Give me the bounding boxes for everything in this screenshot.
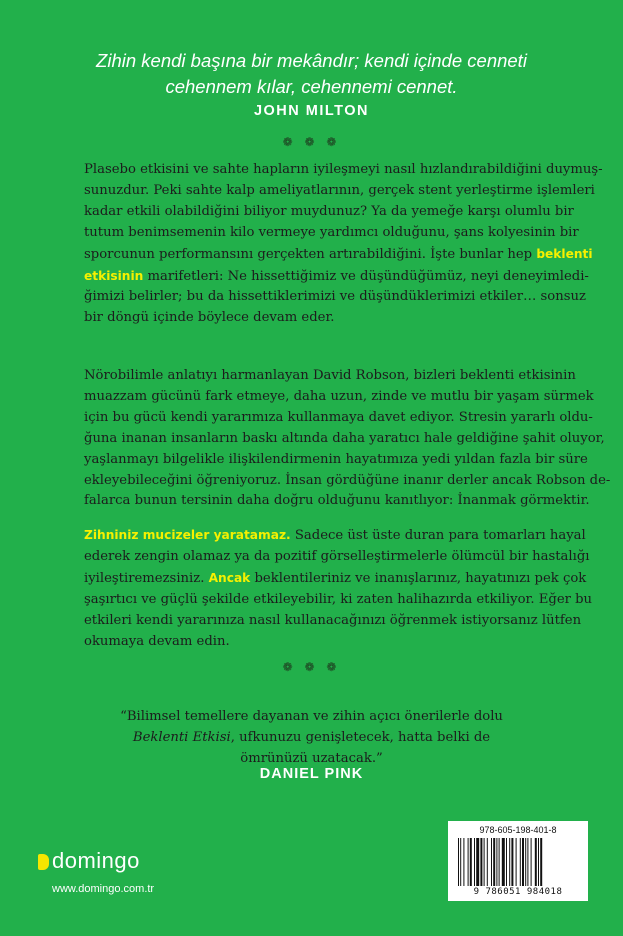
p1-line-4: tutum benimsemenin kilo vermeye yardımcı olduğunu, şans kolyesinin bir bbox=[84, 224, 579, 240]
p3-line-2: ederek zengin olamaz ya da pozitif görselleştirmelerle ölümcül bir hastalığı bbox=[84, 548, 590, 564]
p2-line-7: falarca bunun tersinin daha doğru olduğunu kanıtlıyor: İnanmak görmektir. bbox=[84, 493, 590, 509]
barcode-bar bbox=[463, 838, 464, 886]
barcode-bar bbox=[491, 838, 492, 886]
p1-line-2: sunuzdur. Peki sahte kalp ameliyatlarının, gerçek stent yerleştirme işlemleri bbox=[84, 182, 595, 198]
publisher-name: domingo bbox=[52, 848, 140, 873]
paragraph-3 bbox=[84, 525, 593, 652]
p1-line-6-text: marifetleri: Ne hissettiğimiz ve düşündüğümüz, neyi deneyimledi- bbox=[147, 268, 589, 284]
barcode-bar bbox=[493, 838, 495, 886]
barcode-bar bbox=[522, 838, 524, 886]
barcode-digits: 9 786051 984018 bbox=[473, 887, 563, 897]
barcode-bar bbox=[506, 838, 507, 886]
epigraph-line-2: cehennem kılar, cehennemi cennet. bbox=[165, 76, 458, 97]
barcode-bar bbox=[468, 838, 469, 886]
p2-line-2: muazzam gücünü fark etmeye, daha uzun, zinde ve mutlu bir yaşam sürmek bbox=[84, 388, 594, 404]
barcode-bar bbox=[520, 838, 521, 886]
highlight-beklenti: beklenti bbox=[536, 246, 593, 261]
p1-line-1: Plasebo etkisini ve sahte hapların iyileşmeyi nasıl hızlandırabildiğini duymuş- bbox=[84, 162, 603, 177]
barcode-bar bbox=[480, 838, 482, 886]
p3-line-6: okumaya devam edin. bbox=[84, 633, 230, 649]
p1-line-8: bir döngü içinde böylece devam eder. bbox=[84, 310, 335, 326]
endorsement-line-1: “Bilimsel temellere dayanan ve zihin açıcı önerilerle dolu bbox=[120, 709, 503, 724]
ornament-divider-top: ❁ ❁ ❁ bbox=[282, 135, 341, 149]
p2-line-3: için bu gücü kendi yararımıza kullanmaya davet ediyor. Stresin yararlı oldu- bbox=[84, 409, 593, 425]
barcode-bar bbox=[538, 838, 539, 886]
paragraph-2 bbox=[84, 366, 611, 512]
p2-line-6: ekleyebileceğini öğreniyoruz. İnsan gördüğüne inanır derler ancak Robson de- bbox=[84, 472, 611, 488]
p3-line-1 bbox=[84, 525, 586, 547]
p1-line-7: ğimizi belirler; bu da hissettiklerimizi ve düşündüklerimizi etkiler… sonsuz bbox=[84, 289, 586, 305]
endorsement-line-3: ömrünüzü uzatacak.” bbox=[240, 751, 383, 766]
p1-line-5 bbox=[84, 244, 593, 266]
barcode-bar bbox=[509, 838, 510, 886]
p2-line-1: Nörobilimle anlatıyı harmanlayan David Robson, bizleri beklenti etkisinin bbox=[84, 368, 576, 383]
barcode-bar bbox=[511, 838, 513, 886]
barcode-bar bbox=[484, 838, 485, 886]
domingo-logo-icon bbox=[38, 854, 49, 870]
p2-line-4: ğuna inanan insanların baskı altında daha yaratıcı hale geldiğine şahit oluyor, bbox=[84, 430, 605, 446]
p3-line-3-pre: iyileştiremezsiniz. bbox=[84, 570, 205, 586]
barcode-bar bbox=[540, 838, 542, 886]
epigraph-author: JOHN MILTON bbox=[253, 103, 370, 119]
barcode-bar bbox=[458, 838, 459, 886]
endorsement-quote bbox=[90, 706, 533, 769]
publisher-logo bbox=[38, 848, 140, 874]
book-title: Beklenti Etkisi bbox=[132, 730, 231, 745]
barcode-bar bbox=[499, 838, 500, 886]
publisher-url: www.domingo.com.tr bbox=[52, 883, 155, 895]
p3-line-5: etkileri kendi yararınıza nasıl kullanacağınızı öğrenmek istiyorsanız lütfen bbox=[84, 612, 582, 628]
barcode-bar bbox=[502, 838, 505, 886]
epigraph-line-1: Zihin kendi başına bir mekândır; kendi içinde cenneti bbox=[96, 50, 527, 71]
paragraph-1 bbox=[84, 160, 603, 329]
p3-line-3 bbox=[84, 568, 587, 590]
epigraph bbox=[40, 48, 583, 100]
p1-line-3: kadar etkili olabildiğini biliyor muydunuz? Ya da yemeğe karşı olumlu bir bbox=[84, 203, 574, 219]
p3-line-3-post: beklentileriniz ve inanışlarınız, hayatınızı pek çok bbox=[254, 570, 587, 586]
p2-line-5: yaşlanmayı bilgelikle ilişkilendirmenin hayatımıza yedi yıldan fazla bir süre bbox=[84, 451, 588, 467]
highlight-etkisinin: etkisinin bbox=[84, 268, 144, 283]
p3-line-4: şaşırtıcı ve güçlü şekilde etkileyebilir, ki zaten halihazırda etkiliyor. Eğer bu bbox=[84, 591, 593, 607]
endorsement-line-2-text: , ufkunuzu genişletecek, hatta belki de bbox=[230, 730, 491, 745]
barcode-bar bbox=[460, 838, 461, 886]
isbn-barcode bbox=[448, 821, 588, 901]
barcode-bar bbox=[525, 838, 526, 886]
barcode-bar bbox=[470, 838, 472, 886]
endorsement-line-2 bbox=[90, 727, 533, 748]
barcode-bar bbox=[535, 838, 537, 886]
p1-line-6 bbox=[84, 266, 589, 288]
barcode-bar bbox=[496, 838, 497, 886]
p3-line-1-text: Sadece üst üste duran para tomarları hayal bbox=[294, 528, 586, 543]
barcode-bars bbox=[456, 838, 580, 886]
endorsement-author: DANIEL PINK bbox=[259, 766, 364, 782]
barcode-bar bbox=[516, 838, 517, 886]
barcode-bar bbox=[527, 838, 528, 886]
ornament-divider-bottom: ❁ ❁ ❁ bbox=[282, 660, 341, 674]
barcode-bar bbox=[474, 838, 475, 886]
isbn-number: 978-605-198-401-8 bbox=[479, 825, 557, 835]
barcode-bar bbox=[476, 838, 479, 886]
highlight-zihniniz: Zihniniz mucizeler yaratamaz. bbox=[84, 528, 291, 542]
barcode-bar bbox=[487, 838, 488, 886]
barcode-bar bbox=[531, 838, 532, 886]
p1-line-5-text: sporcunun performansını gerçekten artırabildiğini. İşte bunlar hep bbox=[84, 246, 533, 262]
highlight-ancak: Ancak bbox=[208, 570, 251, 585]
